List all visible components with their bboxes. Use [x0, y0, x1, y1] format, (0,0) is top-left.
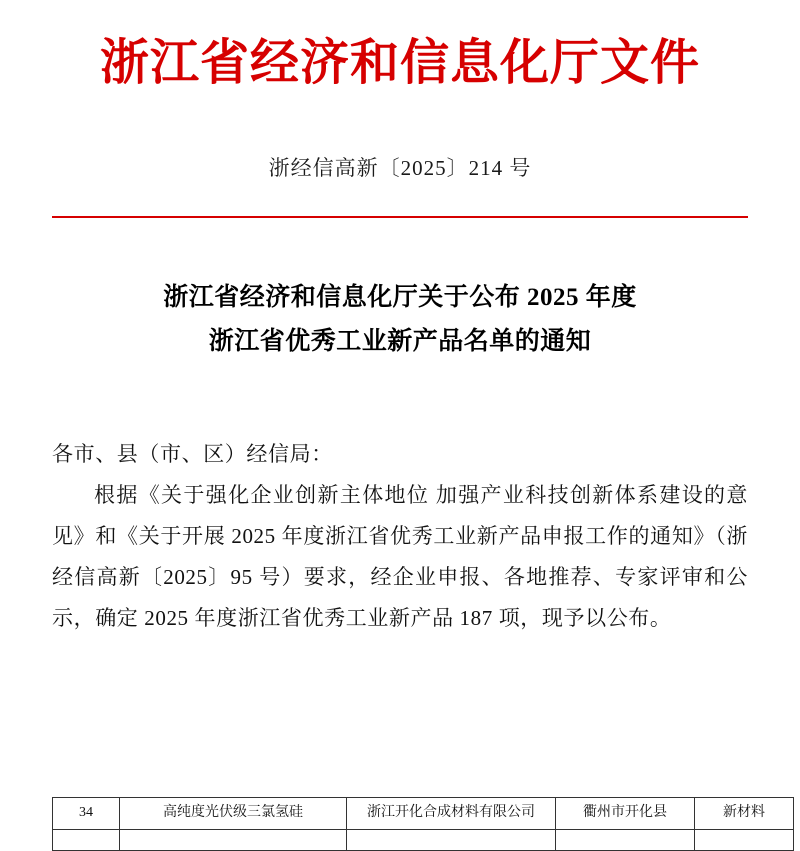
body-paragraph-1: 根据《关于强化企业创新主体地位 加强产业科技创新体系建设的意见》和《关于开展 2025 年度浙江省优秀工业新产品申报工作的通知》（浙经信高新〔2025〕95 号）要求，经企业申报、各地推荐、专家评审和公示，确定 2025 年度浙江省优秀工业新产品 187 项，现予以公布。 — [52, 482, 748, 630]
subject-line-1: 浙江省经济和信息化厅关于公布 2025 年度 — [163, 284, 637, 312]
page-title: 浙江省经济和信息化厅文件 — [99, 35, 700, 90]
document-subject — [52, 276, 748, 364]
cell-field-partial — [695, 830, 794, 851]
cell-company: 浙江开化合成材料有限公司 — [347, 798, 556, 830]
product-list-table — [52, 797, 794, 851]
document-body — [52, 434, 748, 639]
cell-product: 高纯度光伏级三氯氢硅 — [120, 798, 347, 830]
red-divider — [52, 216, 748, 219]
cell-number: 34 — [53, 798, 120, 830]
cell-product-partial — [120, 830, 347, 851]
table-row — [53, 798, 794, 830]
subject-line-2: 浙江省优秀工业新产品名单的通知 — [208, 328, 592, 356]
cell-field: 新材料 — [695, 798, 794, 830]
cell-region: 衢州市开化县 — [556, 798, 695, 830]
table-row-partial — [53, 830, 794, 851]
salutation: 各市、县（市、区）经信局： — [52, 441, 333, 466]
cell-region-partial — [556, 830, 695, 851]
cell-company-partial — [347, 830, 556, 851]
cell-number-partial — [53, 830, 120, 851]
document-header — [52, 0, 748, 92]
product-list-table-wrapper — [52, 797, 765, 851]
document-number: 浙经信高新〔2025〕214 号 — [268, 155, 532, 180]
